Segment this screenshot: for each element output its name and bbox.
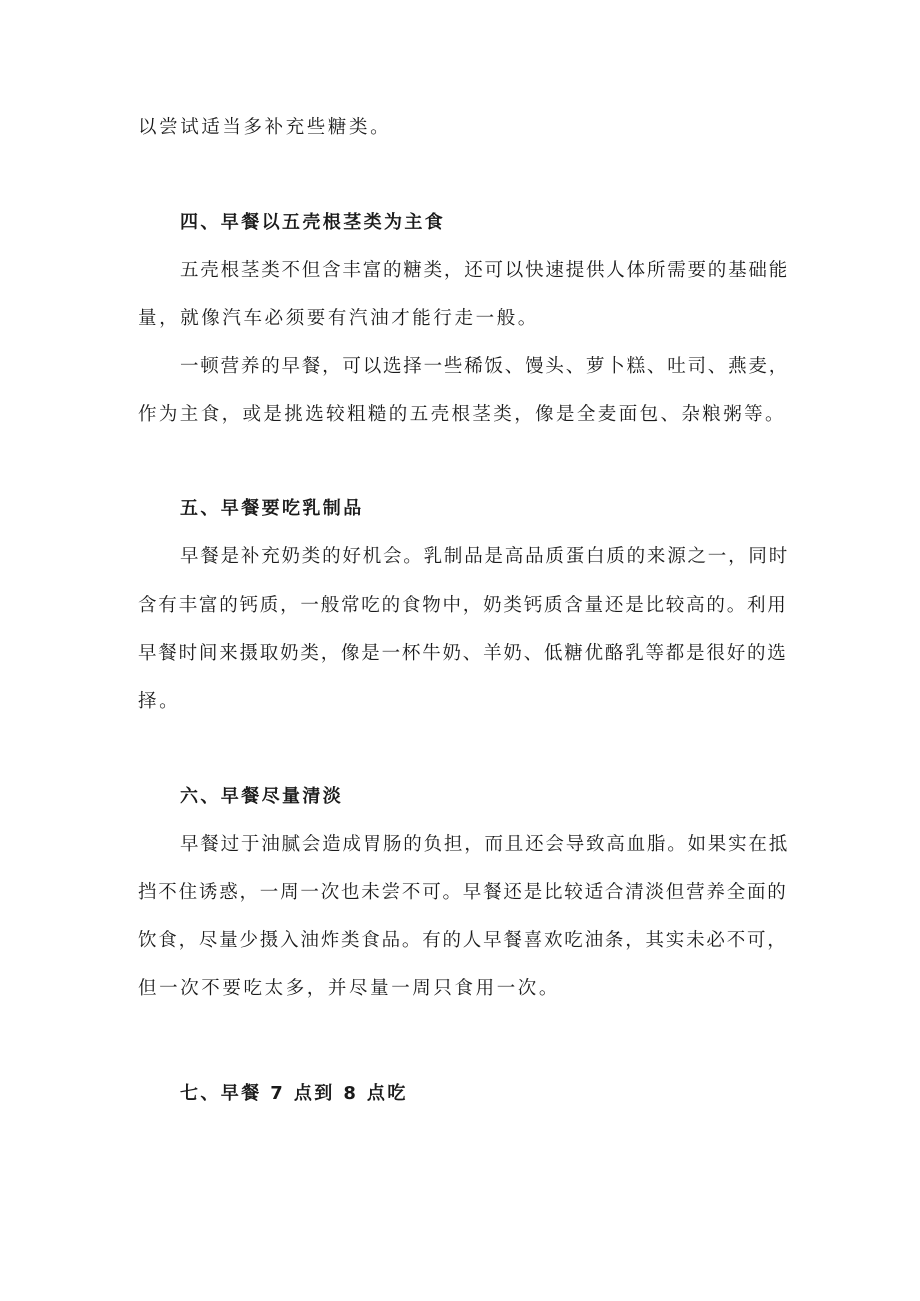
- paragraph-line: 早餐过于油腻会造成胃肠的负担，而且还会导致高血脂。如果实在抵: [180, 834, 790, 855]
- paragraph-line: 以尝试适当多补充些糖类。: [138, 117, 392, 138]
- paragraph-line: 早餐是补充奶类的好机会。乳制品是高品质蛋白质的来源之一，同时: [180, 546, 790, 567]
- paragraph-line: 作为主食，或是挑选较粗糙的五壳根茎类，像是全麦面包、杂粮粥等。: [138, 404, 786, 425]
- section-heading: 六、早餐尽量清淡: [180, 786, 344, 807]
- section-heading: 七、早餐 7 点到 8 点吃: [180, 1083, 408, 1104]
- paragraph-line: 一顿营养的早餐，可以选择一些稀饭、馒头、萝卜糕、吐司、燕麦，: [180, 356, 790, 377]
- paragraph-line: 量，就像汽车必须要有汽油才能行走一般。: [138, 308, 539, 329]
- section-heading: 五、早餐要吃乳制品: [180, 498, 364, 519]
- section-heading: 四、早餐以五壳根茎类为主食: [180, 212, 446, 233]
- paragraph-line: 但一次不要吃太多，并尽量一周只食用一次。: [138, 978, 561, 999]
- paragraph-line: 饮食，尽量少摄入油炸类食品。有的人早餐喜欢吃油条，其实未必不可，: [138, 930, 788, 951]
- paragraph-line: 五壳根茎类不但含丰富的糖类，还可以快速提供人体所需要的基础能: [180, 260, 790, 281]
- paragraph-line: 含有丰富的钙质，一般常吃的食物中，奶类钙质含量还是比较高的。利用: [138, 595, 788, 616]
- paragraph-line: 择。: [138, 691, 181, 712]
- paragraph-line: 早餐时间来摄取奶类，像是一杯牛奶、羊奶、低糖优酪乳等都是很好的选: [138, 643, 788, 664]
- paragraph-line: 挡不住诱惑，一周一次也未尝不可。早餐还是比较适合清淡但营养全面的: [138, 882, 788, 903]
